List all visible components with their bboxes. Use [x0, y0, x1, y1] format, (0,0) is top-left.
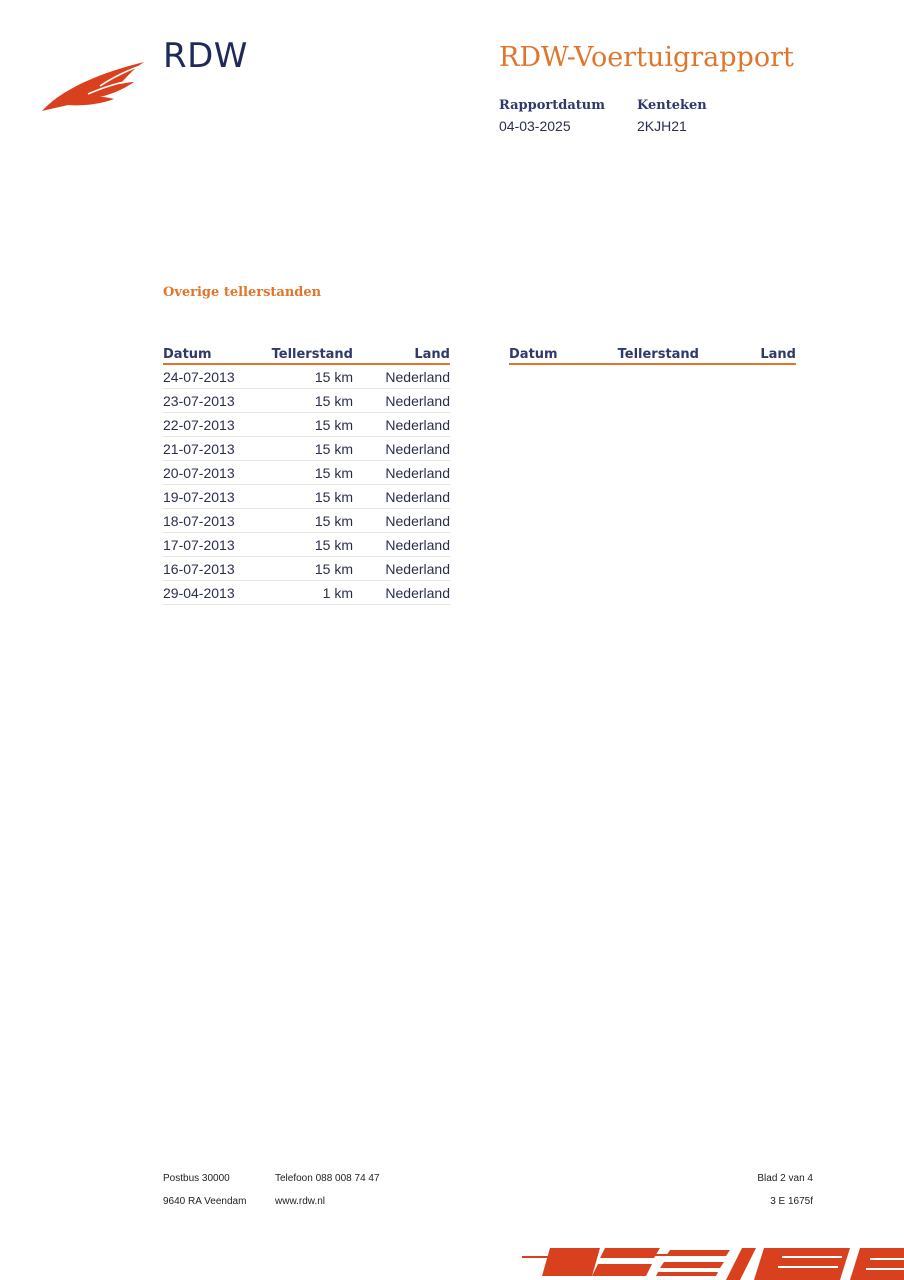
table-row	[163, 557, 450, 581]
cell-tellerstand: 15 km	[263, 364, 353, 389]
cell-land: Nederland	[353, 461, 450, 485]
cell-tellerstand: 15 km	[263, 389, 353, 413]
rdw-logo-icon	[40, 56, 150, 116]
table-row	[163, 509, 450, 533]
cell-land: Nederland	[353, 533, 450, 557]
table-header-row	[509, 344, 796, 364]
table-row	[163, 533, 450, 557]
column-header-land: Land	[353, 344, 450, 364]
cell-tellerstand: 1 km	[263, 581, 353, 605]
decorative-stripes-icon	[520, 1244, 904, 1280]
kenteken-label: Kenteken	[637, 98, 707, 113]
cell-tellerstand: 15 km	[263, 509, 353, 533]
table-row	[163, 389, 450, 413]
table-row	[163, 437, 450, 461]
section-title: Overige tellerstanden	[163, 285, 322, 300]
rapportdatum-label: Rapportdatum	[499, 98, 605, 113]
cell-tellerstand: 15 km	[263, 533, 353, 557]
odometer-table-right	[509, 344, 796, 365]
cell-datum: 24-07-2013	[163, 364, 263, 389]
footer-document-code: 3 E 1675f	[770, 1196, 813, 1207]
table-row	[163, 485, 450, 509]
cell-datum: 16-07-2013	[163, 557, 263, 581]
cell-datum: 17-07-2013	[163, 533, 263, 557]
cell-datum: 23-07-2013	[163, 389, 263, 413]
footer-postbus: Postbus 30000	[163, 1173, 230, 1184]
column-header-datum: Datum	[509, 344, 609, 364]
column-header-datum: Datum	[163, 344, 263, 364]
kenteken-value: 2KJH21	[637, 118, 687, 134]
cell-datum: 19-07-2013	[163, 485, 263, 509]
column-header-land: Land	[699, 344, 796, 364]
cell-land: Nederland	[353, 581, 450, 605]
cell-land: Nederland	[353, 509, 450, 533]
cell-tellerstand: 15 km	[263, 557, 353, 581]
cell-land: Nederland	[353, 364, 450, 389]
odometer-table	[163, 344, 450, 605]
cell-datum: 29-04-2013	[163, 581, 263, 605]
cell-tellerstand: 15 km	[263, 413, 353, 437]
cell-land: Nederland	[353, 389, 450, 413]
column-header-tellerstand: Tellerstand	[609, 344, 699, 364]
table-row	[163, 461, 450, 485]
column-header-tellerstand: Tellerstand	[263, 344, 353, 364]
table-row	[163, 413, 450, 437]
footer-telefoon: Telefoon 088 008 74 47	[275, 1173, 380, 1184]
report-title: RDW-Voertuigrapport	[499, 42, 794, 73]
cell-land: Nederland	[353, 485, 450, 509]
cell-datum: 18-07-2013	[163, 509, 263, 533]
table-row	[163, 581, 450, 605]
table-header-row	[163, 344, 450, 364]
table-row	[163, 364, 450, 389]
cell-land: Nederland	[353, 413, 450, 437]
rapportdatum-value: 04-03-2025	[499, 118, 571, 134]
cell-datum: 21-07-2013	[163, 437, 263, 461]
cell-land: Nederland	[353, 437, 450, 461]
footer-address: 9640 RA Veendam	[163, 1196, 247, 1207]
cell-land: Nederland	[353, 557, 450, 581]
footer-website: www.rdw.nl	[275, 1196, 326, 1207]
cell-tellerstand: 15 km	[263, 485, 353, 509]
cell-datum: 22-07-2013	[163, 413, 263, 437]
footer-page-number: Blad 2 van 4	[757, 1173, 813, 1184]
cell-tellerstand: 15 km	[263, 437, 353, 461]
brand-name: RDW	[163, 36, 248, 76]
cell-datum: 20-07-2013	[163, 461, 263, 485]
cell-tellerstand: 15 km	[263, 461, 353, 485]
